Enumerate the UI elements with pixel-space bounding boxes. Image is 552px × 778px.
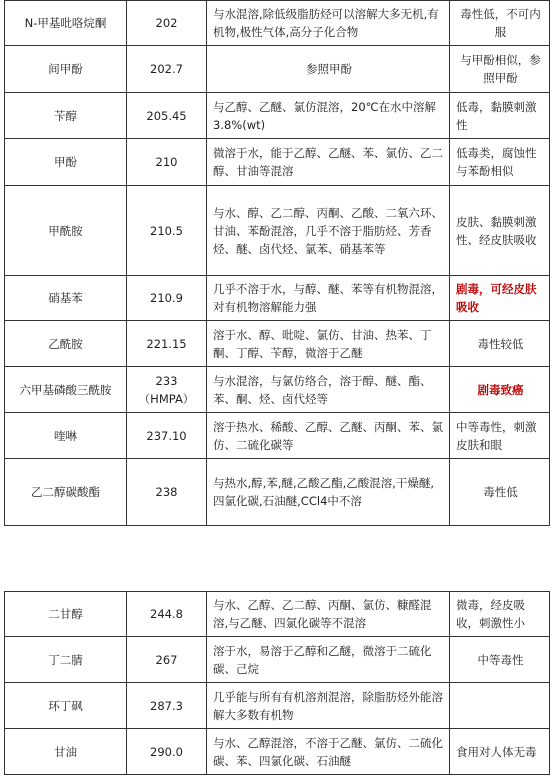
solvent-name: 甘油 bbox=[5, 729, 127, 775]
table-row bbox=[5, 139, 550, 186]
toxicity: 毒性较低 bbox=[450, 321, 550, 367]
boiling-point: 210 bbox=[127, 139, 207, 186]
boiling-point: 244.8 bbox=[127, 592, 207, 637]
table-row bbox=[5, 186, 550, 276]
solvent-name: 间甲酚 bbox=[5, 46, 127, 93]
solubility-properties: 溶于水、醇、吡啶、氯仿、甘油、热苯、丁酮、丁醇、苄醇，微溶于乙醚 bbox=[207, 321, 450, 367]
solvent-name: 喹啉 bbox=[5, 413, 127, 459]
boiling-point: 205.45 bbox=[127, 93, 207, 139]
solubility-properties: 几乎能与所有有机溶剂混溶，除脂肪烃外能溶解大多数有机物 bbox=[207, 683, 450, 729]
boiling-point: 267 bbox=[127, 637, 207, 683]
solubility-properties: 微溶于水，能于乙醇、乙醚、苯、氯仿、乙二醇、甘油等混溶 bbox=[207, 139, 450, 186]
solvent-name: 二甘醇 bbox=[5, 592, 127, 637]
table-row bbox=[5, 459, 550, 526]
solvent-name: 乙二醇碳酸酯 bbox=[5, 459, 127, 526]
toxicity: 中等毒性 bbox=[450, 637, 550, 683]
solvent-name: 甲酚 bbox=[5, 139, 127, 186]
boiling-point: 210.5 bbox=[127, 186, 207, 276]
toxicity: 剧毒，可经皮肤吸收 bbox=[450, 276, 550, 321]
table-row bbox=[5, 637, 550, 683]
solvent-name: 环丁砜 bbox=[5, 683, 127, 729]
solubility-properties: 几乎不溶于水，与醇、醚、苯等有机物混溶，对有机物溶解能力强 bbox=[207, 276, 450, 321]
toxicity: 与甲酚相似，参照甲酚 bbox=[450, 46, 550, 93]
solvent-table-1 bbox=[4, 0, 550, 526]
solvent-table-2 bbox=[4, 591, 550, 775]
table-row bbox=[5, 367, 550, 413]
boiling-point: 210.9 bbox=[127, 276, 207, 321]
solubility-properties: 与乙醇、乙醚、氯仿混溶，20℃在水中溶解3.8%(wt) bbox=[207, 93, 450, 139]
solvent-name: 硝基苯 bbox=[5, 276, 127, 321]
boiling-point: 238 bbox=[127, 459, 207, 526]
toxicity: 低毒，黏膜刺激性 bbox=[450, 93, 550, 139]
toxicity: 皮肤、黏膜刺激性、经皮肤吸收 bbox=[450, 186, 550, 276]
table-row bbox=[5, 683, 550, 729]
toxicity: 低毒类，腐蚀性与苯酚相似 bbox=[450, 139, 550, 186]
boiling-point: 237.10 bbox=[127, 413, 207, 459]
toxicity: 毒性低 bbox=[450, 459, 550, 526]
solubility-properties: 溶于热水、稀酸、乙醇、乙醚、丙酮、苯、氯仿、二硫化碳等 bbox=[207, 413, 450, 459]
solvent-name: 苄醇 bbox=[5, 93, 127, 139]
toxicity: 毒性低，不可内服 bbox=[450, 1, 550, 46]
table-row bbox=[5, 46, 550, 93]
table-row bbox=[5, 592, 550, 637]
solubility-properties: 与水混溶，与氯仿络合，溶于醇、醚、酯、苯、酮、烃、卤代烃等 bbox=[207, 367, 450, 413]
solubility-properties: 与水、乙醇混溶，不溶于乙醚、氯仿、二硫化碳、苯、四氯化碳、石油醚 bbox=[207, 729, 450, 775]
toxicity bbox=[450, 683, 550, 729]
solubility-properties: 与水、乙醇、乙二醇、丙酮、氯仿、糠醛混溶,与乙醚、四氯化碳等不混溶 bbox=[207, 592, 450, 637]
table-row bbox=[5, 413, 550, 459]
solubility-properties: 与热水,醇,苯,醚,乙酸乙酯,乙酸混溶,干燥醚,四氯化碳,石油醚,CCl4中不溶 bbox=[207, 459, 450, 526]
solubility-properties: 与水混溶,除低级脂肪烃可以溶解大多无机,有机物,极性气体,高分子化合物 bbox=[207, 1, 450, 46]
boiling-point: 233（HMPA） bbox=[127, 367, 207, 413]
boiling-point: 202.7 bbox=[127, 46, 207, 93]
boiling-point: 287.3 bbox=[127, 683, 207, 729]
boiling-point: 202 bbox=[127, 1, 207, 46]
table-row bbox=[5, 321, 550, 367]
toxicity: 剧毒致癌 bbox=[450, 367, 550, 413]
table-row bbox=[5, 93, 550, 139]
solvent-name: 丁二腈 bbox=[5, 637, 127, 683]
solvent-name: 乙酰胺 bbox=[5, 321, 127, 367]
solvent-name: N-甲基吡咯烷酮 bbox=[5, 1, 127, 46]
boiling-point: 290.0 bbox=[127, 729, 207, 775]
toxicity: 中等毒性，刺激皮肤和眼 bbox=[450, 413, 550, 459]
solvent-name: 六甲基磷酸三酰胺 bbox=[5, 367, 127, 413]
table-row bbox=[5, 276, 550, 321]
table-row bbox=[5, 1, 550, 46]
boiling-point: 221.15 bbox=[127, 321, 207, 367]
toxicity: 微毒，经皮吸收，刺激性小 bbox=[450, 592, 550, 637]
solubility-properties: 与水、醇、乙二醇、丙酮、乙酸、二氧六环、甘油、苯酚混溶，几乎不溶于脂肪烃、芳香烃、醚、卤代烃、氯苯、硝基苯等 bbox=[207, 186, 450, 276]
solubility-properties: 溶于水，易溶于乙醇和乙醚，微溶于二硫化碳、己烷 bbox=[207, 637, 450, 683]
solvent-name: 甲酰胺 bbox=[5, 186, 127, 276]
solubility-properties: 参照甲酚 bbox=[207, 46, 450, 93]
toxicity: 食用对人体无毒 bbox=[450, 729, 550, 775]
table-row bbox=[5, 729, 550, 775]
